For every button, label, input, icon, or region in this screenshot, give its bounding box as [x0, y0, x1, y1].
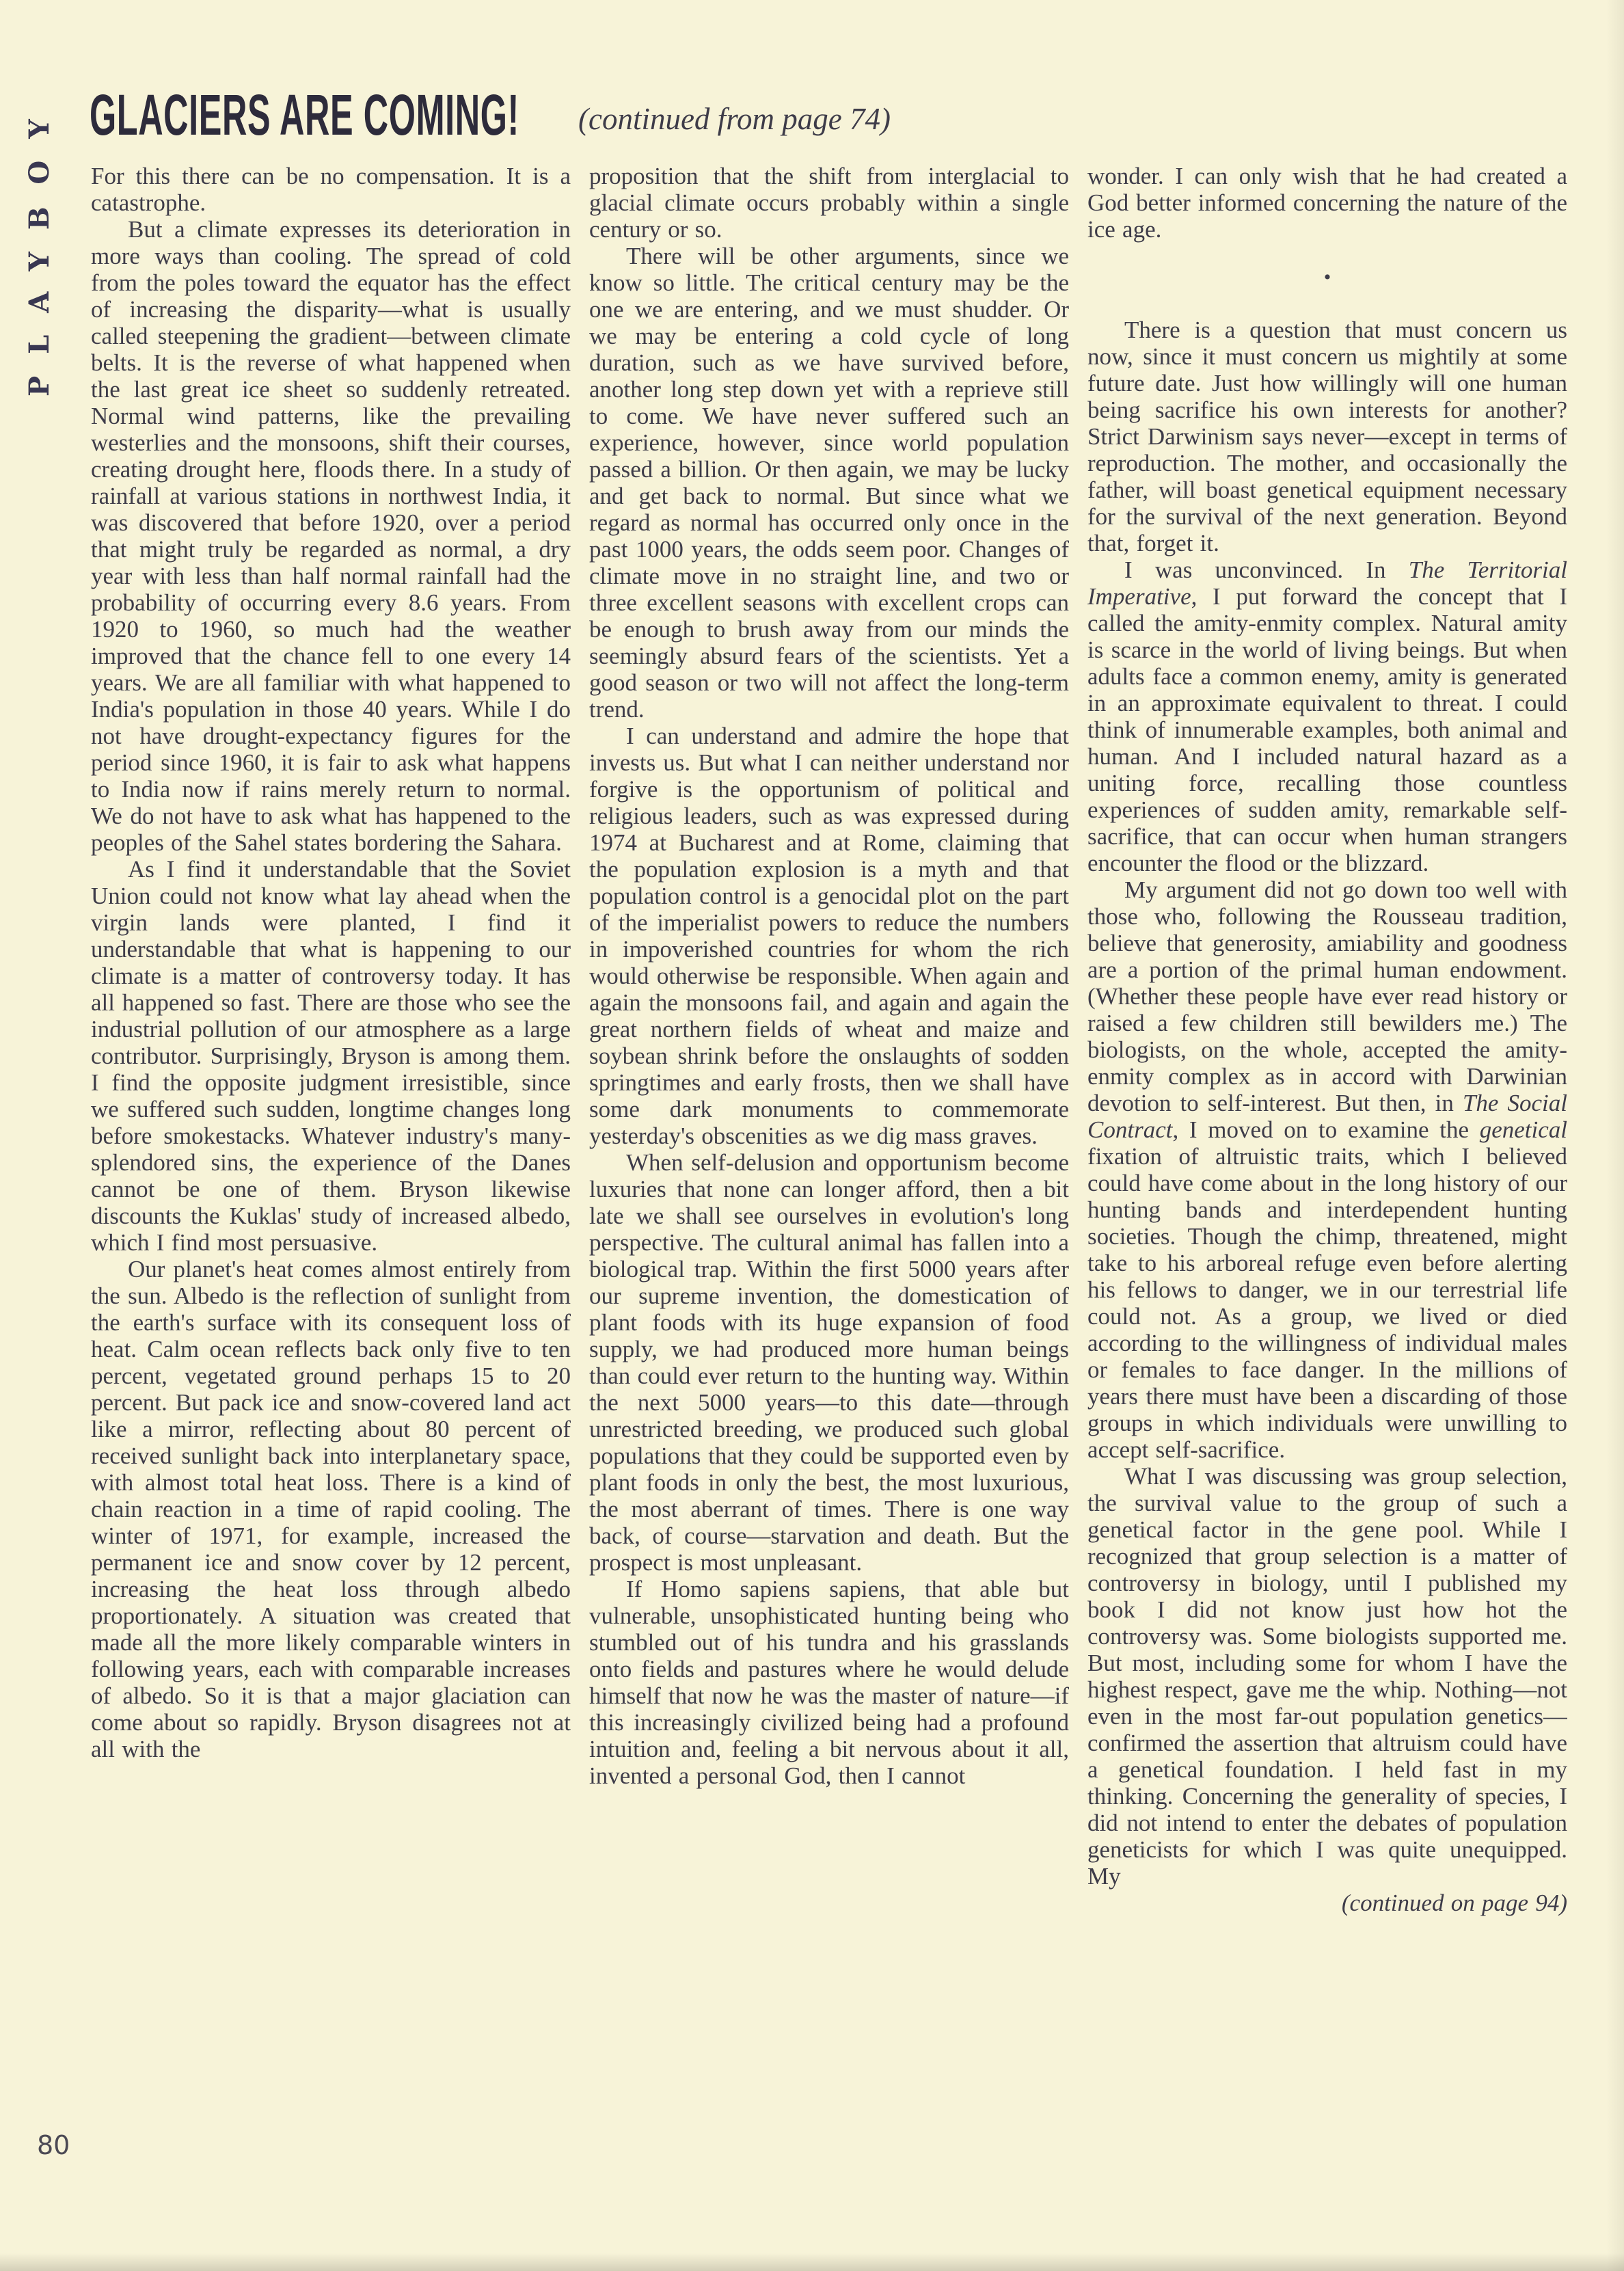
page-edge-shadow-bottom [0, 2253, 1624, 2271]
section-separator-bullet: • [1323, 266, 1331, 288]
paragraph: But a climate expresses its deterioration in more ways than cooling. The spread of cold from the poles toward the equator has the effect of increasing the disparity—what is usually called steepening the gradient—between climate belts. It is the reverse of what happened when the last great ice sheet so suddenly retreated. Normal wind patterns, like the prevailing westerlies and the monsoons, shift their courses, creating drought here, floods there. In a study of rainfall at various stations in northwest India, it was discovered that before 1920, over a period that might truly be regarded as normal, a dry year with less than half normal rainfall had the probability of occurring every 8.6 years. From 1920 to 1960, so much had the weather improved that the chance fell to one every 14 years. We are all familiar with what happened to India's population in those 40 years. While I do not have drought-expectancy figures for the period since 1960, it is fair to ask what happens to India now if rains merely return to normal. We do not have to ask what has happened to the peoples of the Sahel states bordering the Sahara. [91, 216, 571, 856]
article-columns [91, 163, 1569, 2176]
paragraph: As I find it understandable that the Soviet Union could not know what lay ahead when the virgin lands were planted, I find it understandable that what is happening to our climate is a matter of controversy today. It has all happened so fast. There are those who see the industrial pollution of our atmosphere as a large contributor. Surprisingly, Bryson is among them. I find the opposite judgment irresistible, since we suffered such sudden, longtime changes long before smokestacks. Whatever industry's many-splendored sins, the experience of the Danes cannot be one of them. Bryson likewise discounts the Kuklas' study of increased albedo, which I find most persuasive. [91, 856, 571, 1256]
continued-from-note: (continued from page 74) [578, 102, 891, 136]
article-title: GLACIERS ARE COMING! [90, 83, 519, 147]
paragraph: There is a question that must concern us now, since it must concern us mightily at some future date. Just how willingly will one human being sacrifice his own interests for another? Strict Darwinism says never—except in terms of reproduction. The mother, and occasionally the father, will boast genetical equipment necessary for the survival of the next generation. Beyond that, forget it. [1087, 317, 1567, 556]
paragraph: My argument did not go down too well with those who, following the Rousseau tradition, believe that generosity, amiability and goodness are a portion of the primal human endowment. (Whether these people have ever read history or raised a few children still bewilders me.) The biologists, on the whole, accepted the amity-enmity complex as in accord with Darwinian devotion to self-interest. But then, in The Social Contract, I moved on to examine the genetical fixation of altruistic traits, which I believed could have come about in the long history of our hunting bands and interdependent hunting societies. Though the chimp, threatened, might take to his arboreal refuge even before alerting his fellows to danger, we in our terrestrial life could not. As a group, we lived or died according to the willingness of individual males or females to face danger. In the millions of years there must have been a discarding of those groups in which individuals were unwilling to accept self-sacrifice. [1087, 876, 1567, 1463]
paragraph: If Homo sapiens sapiens, that able but vulnerable, unsophisticated hunting being who stumbled out of his tundra and his grasslands onto fields and pastures where he would delude himself that now he was the master of nature—if this increasingly civilized being had a profound intuition and, feeling a bit nervous about it all, invented a personal God, then I cannot [589, 1576, 1069, 1789]
page-edge-shadow-right [1606, 0, 1624, 2271]
continued-on-note: (continued on page 94) [1341, 1890, 1567, 1916]
paragraph: There will be other arguments, since we know so little. The critical century may be the one we are entering, and we must shudder. Or we may be entering a cold cycle of long duration, such as we have survived before, another long step down yet with a reprieve still to come. We have never suffered such an experience, however, since world population passed a billion. Or then again, we may be lucky and get back to normal. But since what we regard as normal has occurred only once in the past 1000 years, the odds seem poor. Changes of climate move in no straight line, and two or three excellent seasons with excellent crops can be enough to brush away from our minds the seemingly absurd fears of the scientists. Yet a good season or two will not affect the long-term trend. [589, 243, 1069, 723]
text-column-1 [91, 163, 571, 2176]
paragraph: proposition that the shift from interglacial to glacial climate occurs probably within a single century or so. [589, 163, 1069, 243]
paragraph: I was unconvinced. In The Territorial Imperative, I put forward the concept that I called the amity-enmity complex. Natural amity is scarce in the world of living beings. But when adults face a common enemy, amity is generated in an approximate equivalent to threat. I could think of innumerable examples, both animal and human. And I included natural hazard as a uniting force, recalling those countless experiences of sudden amity, remarkable self-sacrifice, that can occur when human strangers encounter the flood or the blizzard. [1087, 556, 1567, 876]
page-number: 80 [37, 2130, 70, 2160]
paragraph: When self-delusion and opportunism become luxuries that none can longer afford, then a bit late we shall see ourselves in evolution's long perspective. The cultural animal has fallen into a biological trap. Within the first 5000 years after our supreme invention, the domestication of plant foods with its huge expansion of food supply, we had produced more human beings than could ever return to the hunting way. Within the next 5000 years—to this date—through unrestricted breeding, we produced such global populations that they could be supported even by plant foods in only the best, the most luxurious, the most aberrant of times. There is one way back, of course—starvation and death. But the prospect is most unpleasant. [589, 1149, 1069, 1576]
paragraph: Our planet's heat comes almost entirely from the sun. Albedo is the reflection of sunlight from the earth's surface with its consequent loss of heat. Calm ocean reflects back only five to ten percent, vegetated ground perhaps 15 to 20 percent. But pack ice and snow-covered land act like a mirror, reflecting about 80 percent of received sunlight back into interplanetary space, with almost total heat loss. There is a kind of chain reaction in a time of rapid cooling. The winter of 1971, for example, increased the permanent ice and snow cover by 12 percent, increasing the heat loss through albedo proportionately. A situation was created that made all the more likely comparable winters in following years, each with comparable increases of albedo. So it is that a major glaciation can come about so rapidly. Bryson disagrees not at all with the [91, 1256, 571, 1762]
text-column-3 [1087, 163, 1567, 2176]
paragraph: wonder. I can only wish that he had created a God better informed concerning the nature of the ice age. [1087, 163, 1567, 243]
paragraph: For this there can be no compensation. It is a catastrophe. [91, 163, 571, 216]
paragraph: I can understand and admire the hope that invests us. But what I can neither understand nor forgive is the opportunism of political and religious leaders, such as was expressed during 1974 at Bucharest and at Rome, claiming that the population explosion is a myth and that population control is a genocidal plot on the part of the imperialist powers to reduce the numbers in impoverished countries for whom the rich would otherwise be responsible. When again and again the monsoons fail, and again and again the great northern fields of wheat and maize and soybean shrink before the onslaughts of sodden springtimes and early frosts, then we shall have some dark monuments to commemorate yesterday's obscenities as we dig mass graves. [589, 723, 1069, 1149]
paragraph: What I was discussing was group selection, the survival value to the group of such a genetical factor in the gene pool. While I recognized that group selection is a matter of controversy in biology, until I published my book I did not know just how hot the controversy was. Some biologists supported me. But most, including some for whom I have the highest respect, gave me the whip. Nothing—not even in the most far-out population genetics—confirmed the assertion that altruism could have a genetical foundation. I held fast in my thinking. Concerning the generality of species, I did not intend to enter the debates of population geneticists for which I was quite unequipped. My [1087, 1463, 1567, 1890]
text-column-2 [589, 163, 1069, 2176]
magazine-spine-title: PLAYBOY [23, 97, 55, 397]
